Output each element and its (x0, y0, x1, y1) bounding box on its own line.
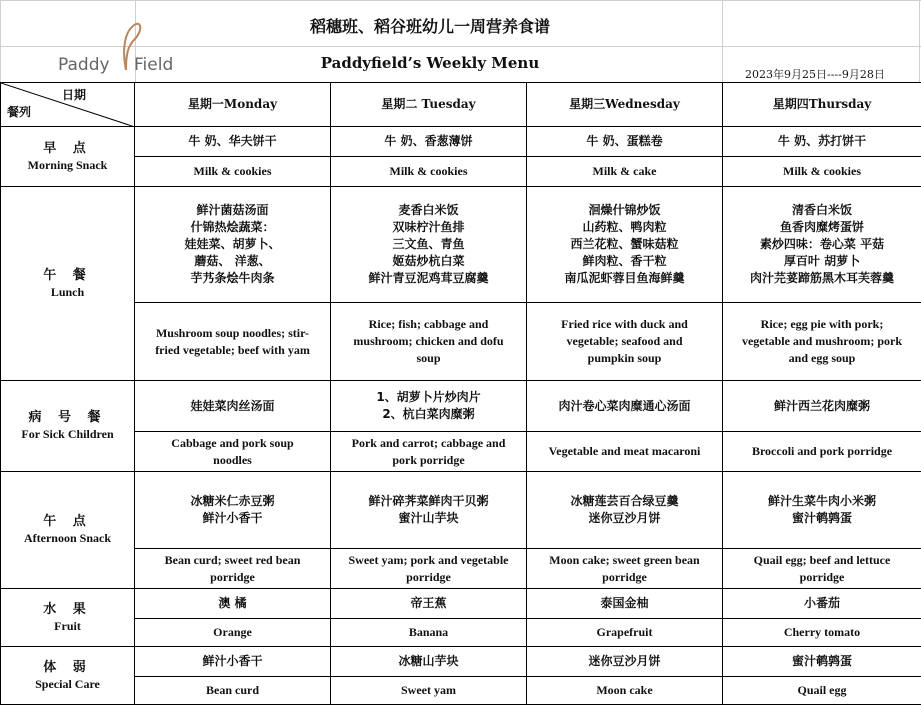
dish-line: 2、杭白菜肉糜粥 (382, 407, 475, 421)
dish-line: Milk & cookies (783, 164, 861, 178)
dish-line: Milk & cookies (193, 164, 272, 178)
dish-line: 蜜汁鹌鹑蛋 (791, 511, 852, 525)
dish-cell-cn (135, 589, 331, 619)
dish-line: 冰糖米仁赤豆粥 (190, 494, 275, 508)
corner-cell (1, 83, 135, 127)
meal-name-en: Special Care (35, 676, 100, 691)
dish-line: 素炒四味：卷心菜 平菇 (759, 237, 885, 251)
dish-line: Fried rice with duck and (561, 317, 688, 331)
dish-line: 牛 奶、蛋糕卷 (586, 134, 663, 148)
date-range: 2023年9月25日----9月28日 (745, 68, 885, 81)
grid-line (0, 0, 1, 82)
dish-cell-cn (135, 127, 331, 157)
meal-name-en: Morning Snack (27, 157, 108, 172)
dish-line: Moon cake (596, 683, 653, 697)
meal-label-cell (1, 647, 135, 705)
dish-cell-cn (527, 127, 723, 157)
meal-name-cn: 早 点 (43, 140, 92, 156)
meal-name-en: For Sick Children (21, 427, 114, 441)
dish-line: 鲜汁小香干 (202, 654, 263, 668)
day-header-tuesday: 星期二 Tuesday (331, 83, 527, 127)
dish-cell-cn (135, 187, 331, 303)
dish-cell-en (723, 549, 921, 589)
meal-name-cn: 体 弱 (43, 659, 92, 675)
dish-cell-en (527, 157, 723, 187)
dish-line: 蘑菇、 洋葱、 (194, 254, 271, 268)
dish-cell-en (135, 677, 331, 705)
dish-cell-cn (723, 589, 921, 619)
dish-line: Cabbage and pork soup (171, 435, 294, 450)
meal-row-cn (1, 589, 921, 619)
dish-line: 冰糖莲芸百合绿豆羹 (570, 494, 679, 508)
dish-line: 三文鱼、青鱼 (392, 237, 465, 251)
meal-name-cn: 水 果 (43, 601, 92, 617)
dish-line: fried vegetable; beef with yam (155, 342, 310, 357)
dish-line: Rice; fish; cabbage and (368, 317, 489, 331)
dish-line: 牛 奶、香葱薄饼 (384, 134, 473, 148)
dish-line: Banana (408, 625, 449, 639)
dish-line: 泰国金柚 (600, 596, 649, 610)
header-row (1, 83, 921, 127)
dish-cell-cn (527, 589, 723, 619)
dish-cell-en (331, 549, 527, 589)
meal-name-en: Fruit (54, 618, 81, 633)
dish-cell-cn (135, 472, 331, 549)
dish-line: Moon cake; sweet green bean (549, 552, 700, 567)
dish-line: 西兰花粒、蟹味菇粒 (570, 237, 679, 251)
dish-line: 山药粒、鸭肉粒 (582, 220, 667, 234)
dish-cell-en (331, 303, 527, 381)
dish-line: Milk & cake (592, 164, 657, 178)
dish-line: 芋艿条烩牛肉条 (190, 271, 275, 285)
dish-line: 南瓜泥虾蓉目鱼海鲜羹 (564, 271, 685, 285)
dish-cell-en (331, 157, 527, 187)
grid-line (722, 0, 723, 82)
dish-line: 鲜汁碎荠菜鲜肉干贝粥 (368, 494, 489, 508)
dish-cell-cn (331, 589, 527, 619)
dish-line: 牛 奶、华夫饼干 (188, 134, 277, 148)
dish-line: 蜜汁鹌鹑蛋 (791, 654, 852, 668)
meal-name-cn: 病 号 餐 (28, 410, 107, 425)
dish-line: pork porridge (392, 452, 465, 467)
dish-line: 鲜汁西兰花肉糜粥 (773, 398, 870, 413)
dish-line: noodles (213, 452, 252, 467)
logo-text-left: Paddy (58, 55, 110, 75)
meal-row-en (1, 549, 921, 589)
meal-row-en (1, 303, 921, 381)
dish-cell-cn (527, 647, 723, 677)
dish-line: Cherry tomato (783, 625, 861, 639)
meal-label-cell (1, 472, 135, 589)
grid-line (0, 0, 921, 1)
dish-cell-en (135, 549, 331, 589)
dish-line: porridge (602, 569, 647, 584)
dish-line: 迷你豆沙月饼 (588, 654, 661, 668)
dish-line: Broccoli and pork porridge (751, 444, 893, 458)
dish-cell-cn (135, 381, 331, 432)
dish-cell-cn (723, 381, 921, 432)
dish-line: Grapefruit (596, 625, 653, 639)
dish-line: 鲜汁生菜牛肉小米粥 (767, 494, 876, 508)
dish-cell-cn (331, 381, 527, 432)
dish-line: vegetable and mushroom; pork (741, 334, 903, 348)
meal-name-en: Afternoon Snack (23, 531, 111, 545)
meal-name-cn: 午 点 (43, 514, 92, 529)
dish-cell-en (723, 619, 921, 647)
dish-cell-en (135, 157, 331, 187)
dish-cell-en (527, 619, 723, 647)
dish-line: 冰糖山芋块 (398, 654, 459, 668)
meal-row-en (1, 432, 921, 472)
dish-line: 鲜肉粒、香干粒 (582, 254, 667, 268)
dish-line: Orange (213, 625, 252, 639)
dish-line: porridge (406, 569, 451, 584)
dish-line: Sweet yam; pork and vegetable (348, 552, 509, 567)
meal-row-en (1, 677, 921, 705)
dish-line: 帝王蕉 (410, 596, 447, 610)
meal-row-cn (1, 127, 921, 157)
dish-line: 洄燥什锦炒饭 (588, 203, 661, 217)
dish-cell-cn (527, 472, 723, 549)
meal-label-cell (1, 127, 135, 187)
title-chinese: 稻穗班、稻谷班幼儿一周营养食谱 (309, 17, 550, 36)
dish-cell-en (135, 432, 331, 472)
day-header-thursday: 星期四Thursday (723, 83, 921, 127)
dish-cell-en (723, 303, 921, 381)
dish-line: Mushroom soup noodles; stir- (155, 325, 310, 340)
dish-line: porridge (799, 569, 845, 584)
dish-cell-cn (331, 187, 527, 303)
dish-cell-en (527, 432, 723, 472)
dish-cell-en (527, 549, 723, 589)
dish-line: Vegetable and meat macaroni (548, 444, 701, 458)
dish-line: 清香白米饭 (791, 203, 852, 217)
dish-cell-en (527, 677, 723, 705)
meal-row-en (1, 619, 921, 647)
dish-cell-en (331, 432, 527, 472)
dish-cell-en (331, 677, 527, 705)
dish-line: 鲜汁小香干 (202, 511, 263, 525)
dish-line: 麦香白米饭 (398, 203, 459, 217)
dish-cell-en (135, 619, 331, 647)
dish-line: 迷你豆沙月饼 (588, 511, 661, 525)
dish-line: porridge (210, 569, 255, 584)
dish-line: 鱼香肉糜烤蛋饼 (779, 220, 864, 234)
meal-row-cn (1, 381, 921, 432)
dish-cell-en (723, 432, 921, 472)
dish-cell-cn (135, 647, 331, 677)
dish-cell-cn (723, 187, 921, 303)
dish-cell-cn (331, 472, 527, 549)
title-english: Paddyfield’s Weekly Menu (320, 54, 540, 72)
dish-line: 厚百叶 胡萝卜 (783, 254, 861, 268)
day-header-wednesday: 星期三Wednesday (527, 83, 723, 127)
dish-cell-en (527, 303, 723, 381)
weekly-menu-table (0, 82, 921, 705)
dish-cell-cn (723, 647, 921, 677)
dish-line: vegetable; seafood and (566, 334, 683, 348)
dish-cell-cn (723, 472, 921, 549)
dish-line: Bean curd; sweet red bean (164, 552, 301, 567)
dish-line: 娃娃菜、胡萝卜、 (184, 237, 281, 251)
meal-name-en: Lunch (50, 284, 85, 299)
meal-label-cell (1, 187, 135, 381)
meal-row-cn (1, 187, 921, 303)
dish-line: mushroom; chicken and dofu (353, 334, 504, 348)
dish-line: 姬菇炒杭白菜 (392, 254, 465, 268)
dish-line: and egg soup (788, 351, 856, 365)
corner-meal-label: 餐列 (7, 105, 32, 119)
dish-line: Pork and carrot; cabbage and (351, 435, 506, 450)
dish-line: 肉汁卷心菜肉糜通心汤面 (558, 398, 691, 413)
dish-cell-en (331, 619, 527, 647)
dish-line: 小番茄 (803, 596, 840, 610)
dish-line: 鲜汁菌菇汤面 (196, 203, 269, 217)
dish-cell-cn (331, 647, 527, 677)
dish-line: pumpkin soup (587, 351, 662, 365)
dish-line: 蜜汁山芋块 (398, 511, 459, 525)
dish-cell-cn (723, 127, 921, 157)
meal-label-cell (1, 381, 135, 472)
dish-cell-cn (331, 127, 527, 157)
dish-cell-en (723, 157, 921, 187)
dish-line: 娃娃菜肉丝汤面 (190, 398, 275, 413)
meal-name-cn: 午 餐 (43, 267, 92, 283)
day-header-monday: 星期一Monday (135, 83, 331, 127)
corner-date-label: 日期 (61, 88, 86, 102)
dish-line: Rice; egg pie with pork; (760, 317, 884, 331)
dish-cell-en (723, 677, 921, 705)
meal-row-cn (1, 472, 921, 549)
dish-line: 双味柠汁鱼排 (392, 220, 465, 234)
dish-line: 什锦热烩蔬菜： (190, 220, 275, 234)
dish-line: Milk & cookies (389, 164, 468, 178)
dish-line: 1、胡萝卜片炒肉片 (376, 390, 481, 404)
meal-row-en (1, 157, 921, 187)
dish-line: 牛 奶、苏打饼干 (777, 134, 867, 148)
dish-cell-en (135, 303, 331, 381)
dish-line: 澳 橘 (218, 596, 247, 610)
logo-text-right: Field (134, 55, 174, 75)
meal-label-cell (1, 589, 135, 647)
dish-line: 肉汁芫荽蹄筋黑木耳芙蓉羹 (749, 271, 894, 285)
dish-line: Sweet yam (401, 683, 456, 697)
dish-line: Quail egg (797, 683, 847, 697)
meal-row-cn (1, 647, 921, 677)
dish-cell-cn (527, 381, 723, 432)
grid-line (919, 0, 920, 82)
dish-line: soup (416, 351, 441, 365)
dish-line: Quail egg; beef and lettuce (753, 552, 891, 567)
dish-line: 鲜汁青豆泥鸡茸豆腐羹 (368, 271, 489, 285)
dish-cell-cn (527, 187, 723, 303)
dish-line: Bean curd (205, 683, 259, 697)
